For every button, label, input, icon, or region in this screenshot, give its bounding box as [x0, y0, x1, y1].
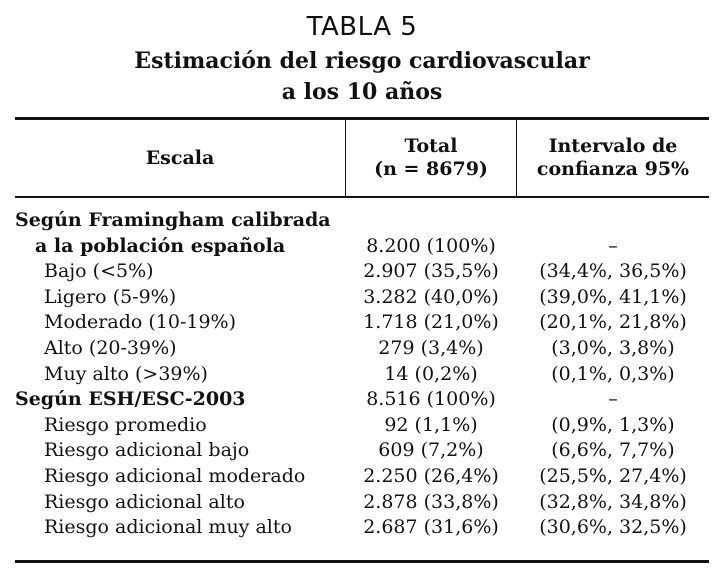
- cell-escala: Ligero (5-9%): [44, 285, 177, 308]
- table-title-line-1: Estimación del riesgo cardiovascular: [134, 48, 590, 74]
- table-row: [15, 208, 709, 234]
- cell-intervalo: (39,0%, 41,1%): [539, 285, 687, 308]
- cell-intervalo: (3,0%, 3,8%): [551, 336, 675, 359]
- cell-escala: Riesgo adicional muy alto: [44, 516, 292, 539]
- cell-total: 2.687 (31,6%): [363, 516, 499, 539]
- cell-escala: Riesgo adicional bajo: [44, 439, 250, 462]
- cell-total: 3.282 (40,0%): [363, 285, 499, 308]
- table-row: [15, 259, 709, 285]
- cell-total: 1.718 (21,0%): [363, 311, 499, 334]
- cell-escala: Según Framingham calibrada: [15, 209, 331, 231]
- cell-total: 2.878 (33,8%): [363, 490, 499, 513]
- header-escala-text: Escala: [145, 146, 215, 169]
- cell-total: 279 (3,4%): [378, 336, 484, 359]
- header-intervalo-line-1: Intervalo de: [548, 135, 678, 157]
- cell-total: 92 (1,1%): [384, 413, 478, 436]
- cell-intervalo: (32,8%, 34,8%): [539, 490, 687, 513]
- cell-escala: a la población española: [35, 234, 286, 257]
- cell-intervalo: (0,9%, 1,3%): [551, 413, 675, 436]
- cell-total: 8.516 (100%): [366, 388, 496, 411]
- cell-total: 8.200 (100%): [366, 234, 496, 257]
- table-row: [15, 515, 709, 541]
- table-title-line-2: a los 10 años: [281, 79, 443, 105]
- table-row: [15, 490, 709, 516]
- bottom-rule: [15, 560, 709, 563]
- cell-intervalo: –: [608, 234, 618, 257]
- table-row: [15, 310, 709, 336]
- cell-intervalo: (30,6%, 32,5%): [539, 516, 687, 539]
- table-label: TABLA 5: [306, 12, 418, 42]
- table-body: [15, 208, 709, 541]
- table-row: [15, 438, 709, 464]
- cell-total: 14 (0,2%): [384, 362, 478, 385]
- header-intervalo: [517, 120, 709, 196]
- header-intervalo-line-2: confianza 95%: [536, 158, 690, 180]
- header-escala: [15, 120, 345, 196]
- cell-intervalo: (34,4%, 36,5%): [539, 260, 687, 283]
- cell-total: 2.250 (26,4%): [363, 464, 499, 487]
- table-row: [15, 413, 709, 439]
- cell-intervalo: (25,5%, 27,4%): [539, 464, 687, 487]
- cell-total: 2.907 (35,5%): [363, 260, 499, 283]
- header-total-line-1: Total: [404, 135, 458, 157]
- table-row: [15, 234, 709, 260]
- table-row: [15, 464, 709, 490]
- cell-intervalo: (20,1%, 21,8%): [539, 311, 687, 334]
- cell-escala: Riesgo adicional alto: [44, 490, 245, 513]
- cell-escala: Riesgo adicional moderado: [44, 464, 306, 487]
- cell-escala: Alto (20-39%): [44, 336, 177, 359]
- table-row: [15, 387, 709, 413]
- cell-escala: Bajo (<5%): [44, 260, 154, 283]
- cell-escala: Muy alto (>39%): [44, 362, 208, 385]
- cell-escala: Riesgo promedio: [44, 413, 207, 436]
- table-row: [15, 362, 709, 388]
- cell-intervalo: (0,1%, 0,3%): [551, 362, 675, 385]
- cell-escala: Moderado (10-19%): [44, 311, 237, 334]
- table-title: [0, 46, 724, 108]
- header-total: [346, 120, 516, 196]
- cell-intervalo: –: [608, 388, 618, 411]
- table-row: [15, 285, 709, 311]
- header-rule: [15, 196, 709, 198]
- cell-intervalo: (6,6%, 7,7%): [551, 439, 675, 462]
- cell-escala: Según ESH/ESC-2003: [15, 388, 246, 411]
- header-total-line-2: (n = 8679): [374, 158, 488, 180]
- table-row: [15, 336, 709, 362]
- cell-total: 609 (7,2%): [378, 439, 484, 462]
